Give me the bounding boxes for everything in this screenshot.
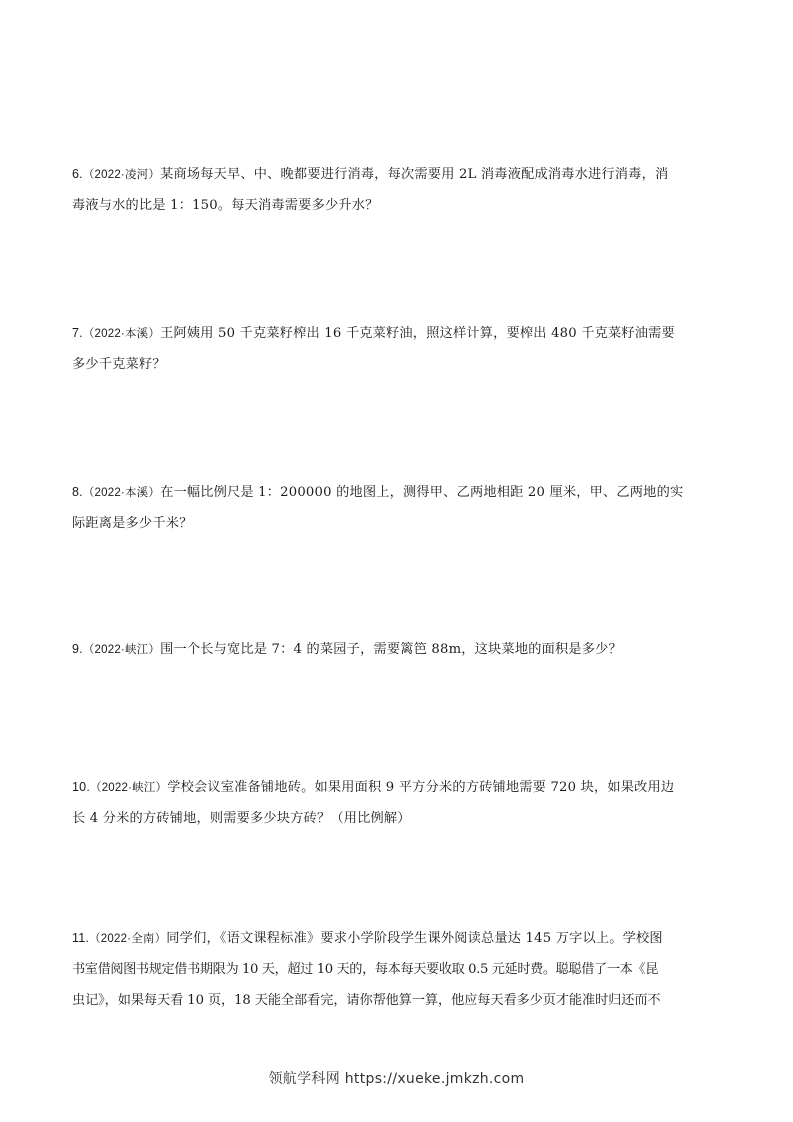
question-source: （2022·峡江） xyxy=(82,644,161,656)
question-text: 书室借阅图书规定借书期限为 10 天，超过 10 天的，每本每天要收取 0.5 元延时费。聪聪借了一本《昆 xyxy=(72,962,658,977)
question-source: （2022·本溪） xyxy=(82,328,161,340)
question-text: 王阿姨用 50 千克菜籽榨出 16 千克菜籽油，照这样计算，要榨出 480 千克菜籽油需要 xyxy=(160,326,675,341)
question-line xyxy=(72,954,724,985)
question-6 xyxy=(72,159,724,221)
question-line: 10.（2022·峡江）学校会议室准备铺地砖。如果用面积 9 平方分米的方砖铺地需要 720 块，如果改用边 xyxy=(72,780,675,795)
question-line: 8.（2022·本溪）在一幅比例尺是 1：200000 的地图上，测得甲、乙两地相距 20 厘米，甲、乙两地的实 xyxy=(72,485,684,500)
question-source: （2022·凌河） xyxy=(82,169,161,181)
question-line: 6.（2022·凌河）某商场每天早、中、晚都要进行消毒，每次需要用 2L 消毒液配成消毒水进行消毒，消 xyxy=(72,167,669,182)
question-text: 际距离是多少千米？ xyxy=(72,516,193,531)
question-number: 10 xyxy=(72,780,87,794)
question-number: 8 xyxy=(72,485,80,499)
question-11 xyxy=(72,923,724,1016)
question-line xyxy=(72,349,724,380)
question-line xyxy=(72,508,724,539)
question-9 xyxy=(72,634,724,665)
question-line: 7.（2022·本溪）王阿姨用 50 千克菜籽榨出 16 千克菜籽油，照这样计算，要榨出 480 千克菜籽油需要 xyxy=(72,326,675,341)
question-line xyxy=(72,985,724,1016)
question-source: （2022·峡江） xyxy=(90,782,168,794)
question-8 xyxy=(72,477,724,539)
question-number: 9 xyxy=(72,642,80,656)
question-line: 11.（2022·全南）同学们，《语文课程标准》要求小学阶段学生课外阅读总量达 145 万字以上。学校图 xyxy=(72,931,663,946)
question-text: 同学们，《语文课程标准》要求小学阶段学生课外阅读总量达 145 万字以上。学校图 xyxy=(166,931,663,946)
question-text: 多少千克菜籽？ xyxy=(72,357,166,372)
question-number: 7 xyxy=(72,326,80,340)
question-source: （2022·全南） xyxy=(89,933,167,945)
question-text: 长 4 分米的方砖铺地，则需要多少块方砖？（用比例解） xyxy=(72,811,411,826)
question-number: 11 xyxy=(72,931,86,945)
footer-watermark: 领航学科网 https://xueke.jmkzh.com xyxy=(268,1071,525,1087)
question-text: 虫记》，如果每天看 10 页，18 天能全部看完，请你帮他算一算，他应每天看多少页才能准时归还而不 xyxy=(72,993,661,1008)
question-text: 学校会议室准备铺地砖。如果用面积 9 平方分米的方砖铺地需要 720 块，如果改用边 xyxy=(167,780,675,795)
question-line xyxy=(72,803,724,834)
question-source: （2022·本溪） xyxy=(82,487,161,499)
question-7 xyxy=(72,318,724,380)
question-line: 9.（2022·峡江）围一个长与宽比是 7：4 的菜园子，需要篱笆 88m，这块菜地的面积是多少？ xyxy=(72,642,622,657)
question-number: 6 xyxy=(72,167,80,181)
question-text: 围一个长与宽比是 7：4 的菜园子，需要篱笆 88m，这块菜地的面积是多少？ xyxy=(160,642,622,657)
question-text: 毒液与水的比是 1：150。每天消毒需要多少升水？ xyxy=(72,198,379,213)
question-line xyxy=(72,190,724,221)
question-10 xyxy=(72,772,724,834)
question-text: 在一幅比例尺是 1：200000 的地图上，测得甲、乙两地相距 20 厘米，甲、乙两地的实 xyxy=(160,485,684,500)
question-text: 某商场每天早、中、晚都要进行消毒，每次需要用 2L 消毒液配成消毒水进行消毒，消 xyxy=(160,167,669,182)
